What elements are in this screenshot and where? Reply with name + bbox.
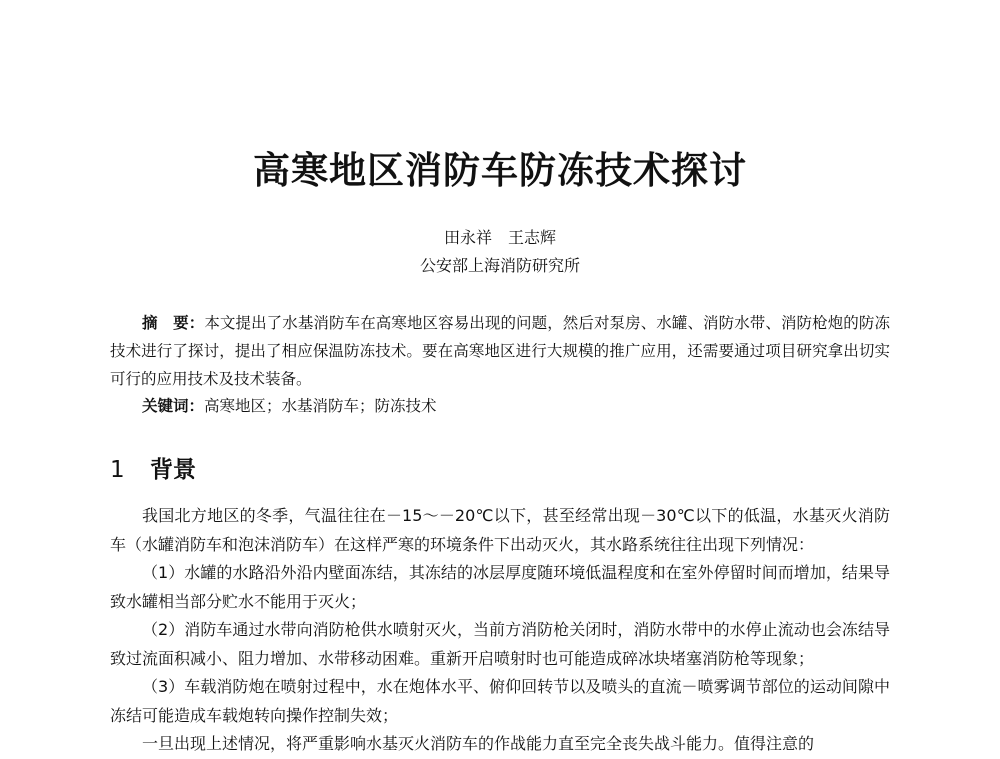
keywords-label: 关键词：	[142, 397, 205, 415]
section-title: 背景	[150, 457, 196, 483]
abstract-text: 本文提出了水基消防车在高寒地区容易出现的问题，然后对泵房、水罐、消防水带、消防枪炮的防冻技术进行了探讨，提出了相应保温防冻技术。要在高寒地区进行大规模的推广应用，还需要通过项目研究拿出切实可行的应用技术及技术装备。	[110, 314, 890, 388]
body-paragraph: 我国北方地区的冬季，气温往往在－15～－20℃以下，甚至经常出现－30℃以下的低温，水基灭火消防车（水罐消防车和泡沫消防车）在这样严寒的环境条件下出动灭火，其水路系统往往出现下列情况：	[110, 506, 890, 554]
body-text	[110, 502, 890, 759]
body-paragraph: 一旦出现上述情况，将严重影响水基灭火消防车的作战能力直至完全丧失战斗能力。值得注意的	[142, 734, 815, 753]
abstract	[110, 309, 890, 393]
author-name: 王志辉	[508, 228, 557, 247]
body-paragraph: （2）消防车通过水带向消防枪供水喷射灭火，当前方消防枪关闭时，消防水带中的水停止流动也会冻结导致过流面积减小、阻力增加、水带移动困难。重新开启喷射时也可能造成碎冰块堵塞消防枪等现象；	[110, 620, 890, 668]
author-list	[0, 225, 1000, 248]
keywords-text: 高寒地区；水基消防车；防冻技术	[204, 397, 437, 415]
body-paragraph: （1）水罐的水路沿外沿内壁面冻结，其冻结的冰层厚度随环境低温程度和在室外停留时间而增加，结果导致水罐相当部分贮水不能用于灭火；	[110, 563, 890, 611]
author-name: 田永祥	[443, 228, 492, 247]
keywords	[142, 394, 437, 416]
paper-title: 高寒地区消防车防冻技术探讨	[253, 148, 747, 192]
abstract-label: 摘 要：	[142, 314, 205, 332]
section-number: 1	[110, 457, 125, 483]
body-paragraph: （3）车载消防炮在喷射过程中，水在炮体水平、俯仰回转节以及喷头的直流－喷雾调节部位的运动间隙中冻结可能造成车载炮转向操作控制失效；	[110, 677, 890, 725]
author-affiliation: 公安部上海消防研究所	[419, 256, 580, 275]
section-heading	[110, 451, 196, 484]
